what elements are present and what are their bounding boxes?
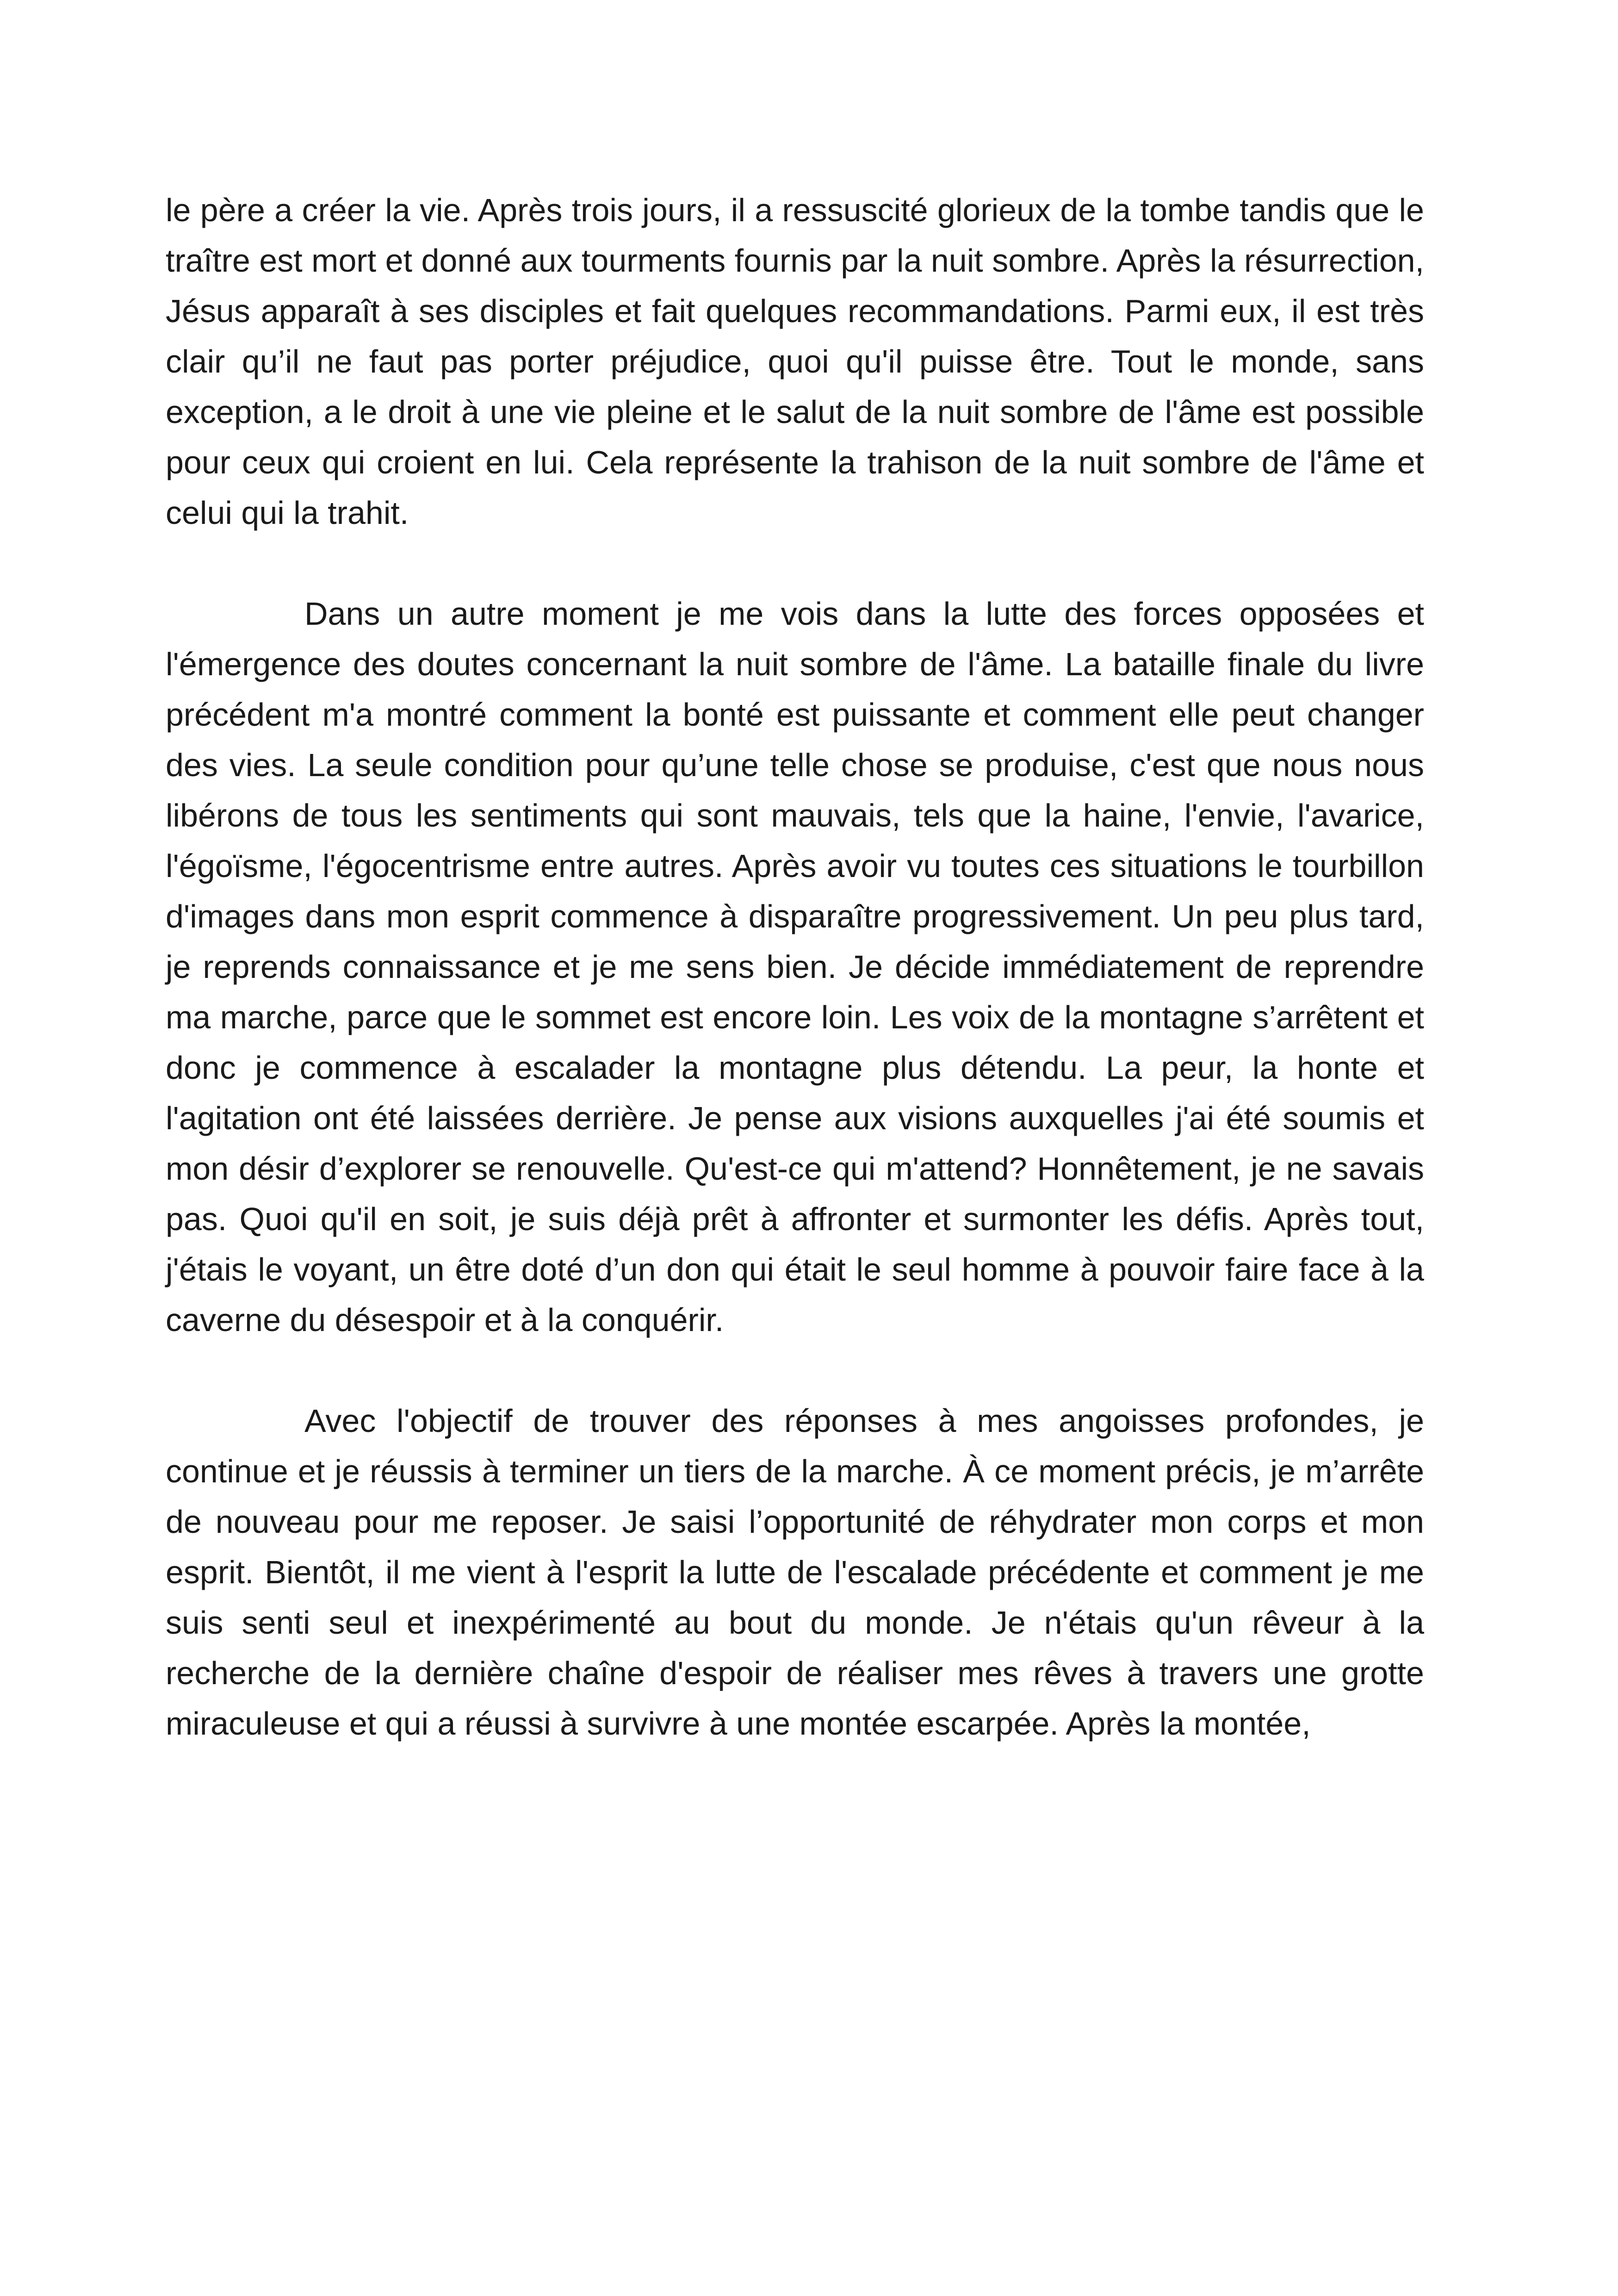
paragraph-1: le père a créer la vie. Après trois jours, il a ressuscité glorieux de la tombe tandis que le traître est mort et donné aux tourments fournis par la nuit sombre. Après la résurrection, Jésus apparaît à ses disciples et fait quelques recommandations. Parmi eux, il est très clair qu’il ne faut pas porter préjudice, quoi qu'il puisse être. Tout le monde, sans exception, a le droit à une vie pleine et le salut de la nuit sombre de l'âme est possible pour ceux qui croient en lui. Cela représente la trahison de la nuit sombre de l'âme et celui qui la trahit. xyxy=(166,192,1424,531)
body-text xyxy=(166,185,1424,1749)
paragraph-3: Avec l'objectif de trouver des réponses à mes angoisses profondes, je continue et je réussis à terminer un tiers de la marche. À ce moment précis, je m’arrête de nouveau pour me reposer. Je saisi l’opportunité de réhydrater mon corps et mon esprit. Bientôt, il me vient à l'esprit la lutte de l'escalade précédente et comment je me suis senti seul et inexpérimenté au bout du monde. Je n'étais qu'un rêveur à la recherche de la dernière chaîne d'espoir de réaliser mes rêves à travers une grotte miraculeuse et qui a réussi à survivre à une montée escarpée. Après la montée, xyxy=(166,1403,1424,1742)
paragraph-2: Dans un autre moment je me vois dans la lutte des forces opposées et l'émergence des doutes concernant la nuit sombre de l'âme. La bataille finale du livre précédent m'a montré comment la bonté est puissante et comment elle peut changer des vies. La seule condition pour qu’une telle chose se produise, c'est que nous nous libérons de tous les sentiments qui sont mauvais, tels que la haine, l'envie, l'avarice, l'égoïsme, l'égocentrisme entre autres. Après avoir vu toutes ces situations le tourbillon d'images dans mon esprit commence à disparaître progressivement. Un peu plus tard, je reprends connaissance et je me sens bien. Je décide immédiatement de reprendre ma marche, parce que le sommet est encore loin. Les voix de la montagne s’arrêtent et donc je commence à escalader la montagne plus détendu. La peur, la honte et l'agitation ont été laissées derrière. Je pense aux visions auxquelles j'ai été soumis et mon désir d’explorer se renouvelle. Qu'est-ce qui m'attend? Honnêtement, je ne savais pas. Quoi qu'il en soit, je suis déjà prêt à affronter et surmonter les défis. Après tout, j'étais le voyant, un être doté d’un don qui était le seul homme à pouvoir faire face à la caverne du désespoir et à la conquérir. xyxy=(166,596,1424,1338)
